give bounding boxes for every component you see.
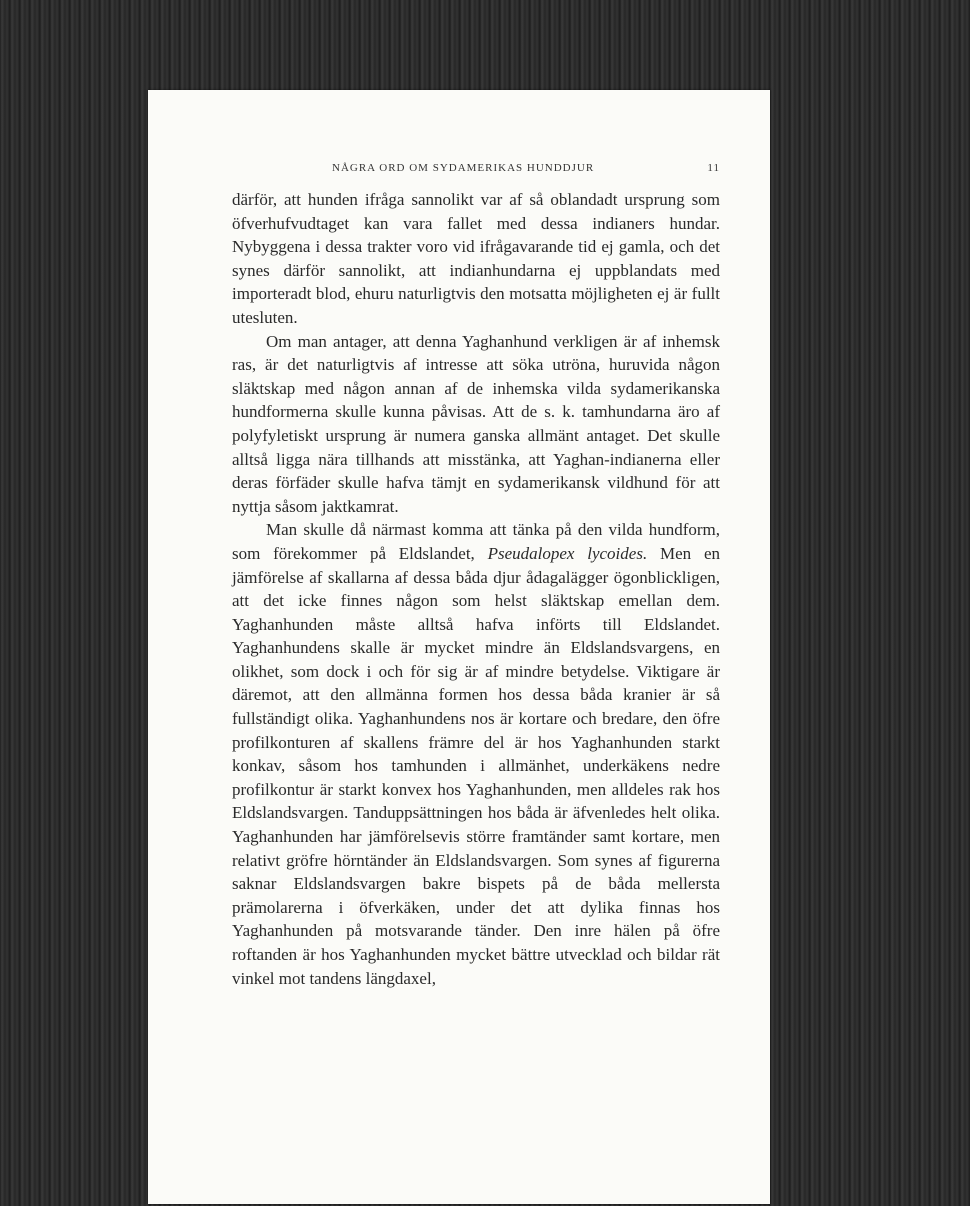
species-name: Pseudalopex lycoides. — [487, 543, 648, 563]
running-title: NÅGRA ORD OM SYDAMERIKAS HUNDDJUR — [332, 162, 595, 174]
running-head — [232, 162, 720, 182]
paragraph-text-after: Men en jämförelse af skallarna af dessa båda djur ådagalägger ögonblickligen, att det icke finnes någon som helst släktskap emellan dem. Yaghanhunden måste alltså hafva införts till Eldslandet. Yaghanhundens skalle är mycket mindre än Eldslandsvargens, en olikhet, som dock i och för sig är af mindre betydelse. Viktigare är däremot, att den allmänna formen hos dessa båda kranier är så fullständigt olika. Yaghanhundens nos är kortare och bredare, den öfre profilkonturen af skallens främre del är hos Yaghanhunden starkt konkav, såsom hos tamhunden i allmänhet, underkäkens nedre profilkontur är starkt konvex hos Yaghanhunden, men alldeles rak hos Eldslandsvargen. Tanduppsättningen hos båda är äfvenledes helt olika. Yaghanhunden har jämförelsevis större framtänder samt kortare, men relativt gröfre hörntänder än Eldslandsvargen. Som synes af figurerna saknar Eldslandsvargen bakre bispets på de båda mellersta prämolarerna i öfverkäken, under det att dylika finnas hos Yaghanhunden på motsvarande tänder. Den inre hälen på öfre roftanden är hos Yaghanhunden mycket bättre utvecklad och bildar rät vinkel mot tandens längdaxel, — [232, 543, 720, 988]
paragraph-yaghan-origin: Om man antager, att denna Yaghanhund verkligen är af inhemsk ras, är det naturligtvis af intresse att söka utröna, huruvida någon släktskap med någon annan af de inhemska vilda sydamerikanska hundformerna skulle kunna påvisas. Att de s. k. tamhundarna äro af polyfyletiskt ursprung är numera ganska allmänt antaget. Det skulle alltså ligga nära tillhands att misstänka, att Yaghan-indianerna eller deras förfäder skulle hafva tämjt en sydamerikansk vildhund för att nyttja såsom jaktkamrat. — [232, 331, 720, 516]
book-page — [148, 90, 770, 1204]
paragraph-text-before: Man skulle då närmast komma att tänka på den vilda hundform, som förekommer på Eldslandet, — [232, 520, 720, 563]
body-text — [232, 188, 720, 990]
paragraph-continuation: därför, att hunden ifråga sannolikt var af så oblandadt ursprung som öfverhufvudtaget kan vara fallet med dessa indianers hundar. Nybyggena i dessa trakter voro vid ifrågavarande tid ej gamla, och det synes därför sannolikt, att indianhundarna ej uppblandats med importeradt blod, ehuru naturligtvis den motsatta möjligheten ej är fullt utesluten. — [232, 190, 720, 327]
paragraph-skull-comparison — [232, 518, 720, 990]
page-number: 11 — [707, 162, 720, 174]
